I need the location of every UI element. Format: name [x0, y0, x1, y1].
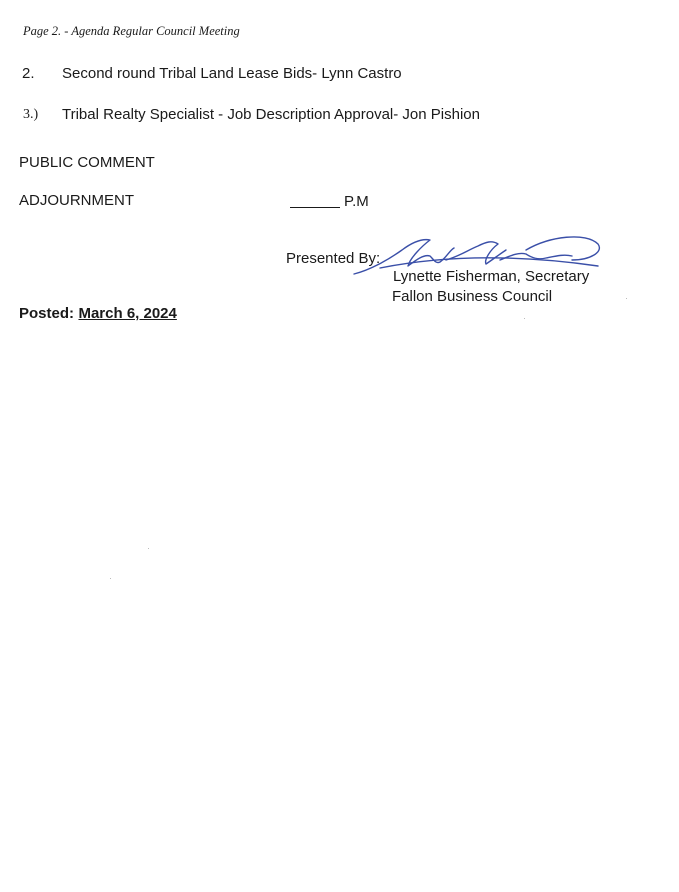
- scan-speck: [110, 578, 111, 579]
- agenda-item-number: 3.): [23, 107, 39, 122]
- signer-organization: Fallon Business Council: [392, 288, 553, 305]
- presented-by-label: Presented By:: [286, 250, 381, 267]
- scan-speck: [524, 318, 525, 319]
- posted-label: Posted:: [19, 305, 75, 322]
- signature-stroke: [526, 237, 599, 260]
- adjournment-heading: ADJOURNMENT: [19, 192, 134, 209]
- adjournment-time: [290, 193, 369, 210]
- posted-date: March 6, 2024: [78, 305, 177, 322]
- posted-line: [19, 305, 177, 323]
- scan-speck: [626, 298, 627, 299]
- time-suffix: P.M: [344, 193, 369, 210]
- signature-stroke: [380, 258, 598, 268]
- public-comment-heading: PUBLIC COMMENT: [19, 154, 155, 171]
- page-header: Page 2. - Agenda Regular Council Meeting: [23, 24, 240, 38]
- time-blank-line: [290, 193, 340, 208]
- agenda-item-number: 2.: [22, 65, 35, 82]
- signer-name: Lynette Fisherman, Secretary: [393, 268, 590, 285]
- agenda-item-text: Tribal Realty Specialist - Job Description Approval- Jon Pishion: [62, 106, 480, 123]
- agenda-item-text: Second round Tribal Land Lease Bids- Lynn Castro: [62, 65, 402, 82]
- signature-stroke: [446, 242, 506, 264]
- scan-speck: [148, 548, 149, 549]
